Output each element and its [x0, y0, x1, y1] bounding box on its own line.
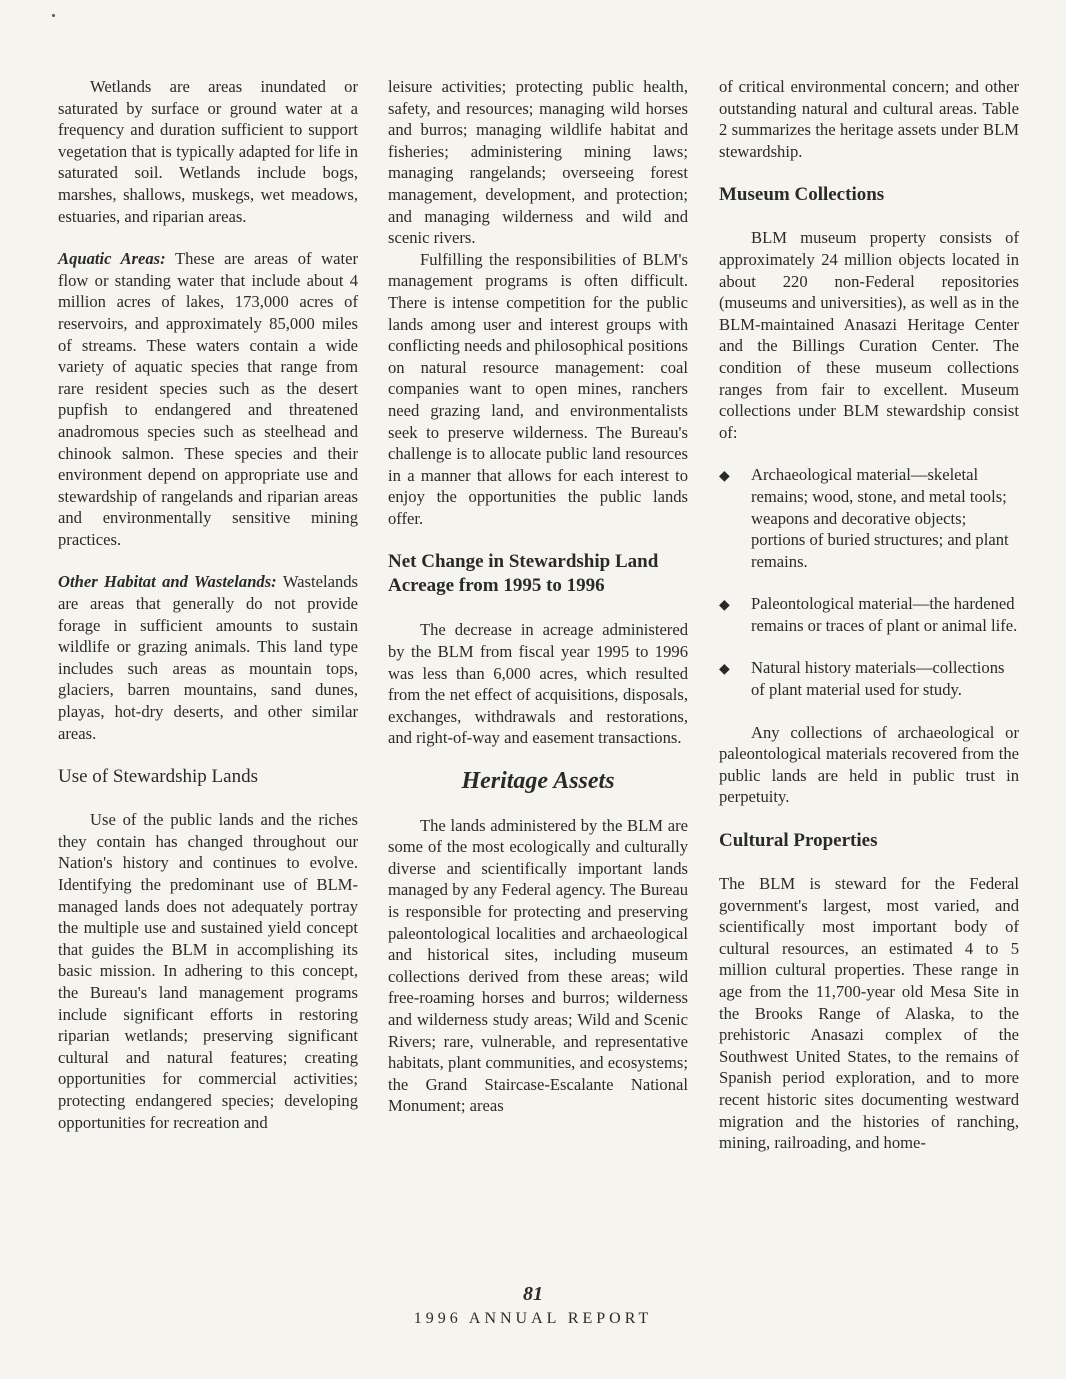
bullet-text: Paleontological material—the hardened remains or traces of plant or animal life.	[751, 594, 1018, 635]
diamond-bullet-icon: ◆	[719, 598, 730, 614]
bullet-text: Archaeological material—skeletal remains; wood, stone, and metal tools; weapons and decorative objects; portions of buried structures; and plant remains.	[751, 465, 1009, 571]
other-habitat-text: Wastelands are areas that generally do not provide forage in sufficient amounts to sustain wildlife or grazing animals. This land type includes such areas as mountain tops, glaciers, barren mountains, sand dunes, playas, hot-dry deserts, and other similar areas.	[58, 572, 358, 743]
use-paragraph: Use of the public lands and the riches they contain has changed throughout our Nation's history and continues to evolve. Identifying the predominant use of BLM-managed lands does not adequately portray the multiple use and sustained yield concept that guides the BLM in accomplishing its basic mission. In adhering to this concept, the Bureau's land management programs include significant efforts in restoring riparian wetlands; preserving significant cultural and natural features; creating opportunities for commercial activities; protecting endangered species; developing opportunities for recreation and	[58, 810, 358, 1132]
museum-paragraph: BLM museum property consists of approximately 24 million objects located in about 220 non-Federal repositories (museums and universities), as well as in the BLM-maintained Anasazi Heritage Center and the Billings Curation Center. The condition of these museum collections ranges from fair to excellent. Museum collections under BLM stewardship consist of:	[719, 228, 1019, 442]
list-item	[719, 657, 1019, 700]
other-habitat-label: Other Habitat and Wastelands:	[58, 572, 277, 592]
critical-paragraph: of critical environmental concern; and other outstanding natural and cultural areas. Table 2 summarizes the heritage assets under BLM stewardship.	[719, 77, 1019, 161]
net-change-paragraph: The decrease in acreage administered by the BLM from fiscal year 1995 to 1996 was less than 6,000 acres, which resulted from the net effect of acquisitions, disposals, exchanges, withdrawals and restorations, and right-of-way and easement transactions.	[388, 620, 688, 748]
other-habitat-paragraph	[58, 571, 358, 744]
scan-speck	[52, 14, 55, 17]
bullet-text: Natural history materials—collections of plant material used for study.	[751, 658, 1005, 700]
list-item	[719, 593, 1019, 636]
column-middle	[388, 76, 688, 1117]
leisure-paragraph: leisure activities; protecting public health, safety, and resources; managing wild horses and burros; managing wildlife habitat and fisheries; administering mining laws; managing rangelands; overseeing forest management, development, and protection; and managing wilderness and wild and scenic rivers.	[388, 77, 688, 248]
diamond-bullet-icon: ◆	[719, 469, 730, 485]
use-heading: Use of Stewardship Lands	[58, 766, 258, 788]
page-number: 81	[523, 1283, 543, 1305]
museum-bullet-list	[719, 464, 1019, 700]
heritage-paragraph: The lands administered by the BLM are some of the most ecologically and culturally diverse and scientifically important lands managed by any Federal agency. The Bureau is responsible for protecting and preserving paleontological localities and archaeological and historical sites, including museum collections derived from these areas; wild free-roaming horses and burros; wilderness and wilderness study areas; Wild and Scenic Rivers; rare, vulnerable, and representative habitats, plant communities, and ecosystems; the Grand Staircase-Escalante National Monument; areas	[388, 815, 688, 1116]
column-left	[58, 76, 358, 1133]
wetlands-paragraph: Wetlands are areas inundated or saturated by surface or ground water at a frequency and duration sufficient to support vegetation that is typically adapted for life in saturated soil. Wetlands include bogs, marshes, shallows, muskegs, wet meadows, estuaries, and riparian areas.	[58, 77, 358, 226]
diamond-bullet-icon: ◆	[719, 662, 730, 678]
report-title: 1996 ANNUAL REPORT	[413, 1310, 653, 1327]
heritage-assets-heading: Heritage Assets	[461, 768, 615, 795]
museum-heading: Museum Collections	[719, 184, 885, 206]
aquatic-label: Aquatic Areas:	[58, 249, 166, 269]
aquatic-paragraph	[58, 248, 358, 550]
fulfilling-paragraph: Fulfilling the responsibilities of BLM's management programs is often difficult. There is intense competition for the public lands among user and interest groups with conflicting needs and philosophical positions on natural resource management: coal companies want to open mines, ranchers need grazing land, and environmentalists seek to preserve wilderness. The Bureau's challenge is to allocate public land resources in a manner that allows for each interest to enjoy the opportunities the public lands offer.	[388, 249, 688, 528]
cultural-paragraph: The BLM is steward for the Federal government's largest, most varied, and scientifically most important body of cultural resources, an estimated 4 to 5 million cultural properties. These range in age from the 11,700-year old Mesa Site in the Brooks Range of Alaska, to the prehistoric Anasazi complex of the Southwest United States, to the remains of Spanish period exploration, and to more recent historic sites documenting westward migration and the histories of ranching, mining, railroading, and home-	[719, 874, 1019, 1153]
aquatic-text: These are areas of water flow or standing water that include about 4 million acres of lakes, 173,000 acres of reservoirs, and approximately 85,000 miles of streams. These waters contain a wide variety of aquatic species that range from rare resident species such as the desert pupfish to endangered and threatened anadromous species such as steelhead and chinook salmon. These species and their environment depend on appropriate use and stewardship of rangelands and riparian areas and environmentally sensitive mining practices.	[58, 249, 358, 549]
net-change-heading: Net Change in Stewardship Land Acreage from 1995 to 1996	[388, 551, 659, 597]
any-collections-paragraph: Any collections of archaeological or paleontological materials recovered from the public lands are held in public trust in perpetuity.	[719, 722, 1019, 807]
cultural-heading: Cultural Properties	[719, 830, 878, 852]
column-right	[719, 76, 1019, 1154]
list-item	[719, 464, 1019, 572]
